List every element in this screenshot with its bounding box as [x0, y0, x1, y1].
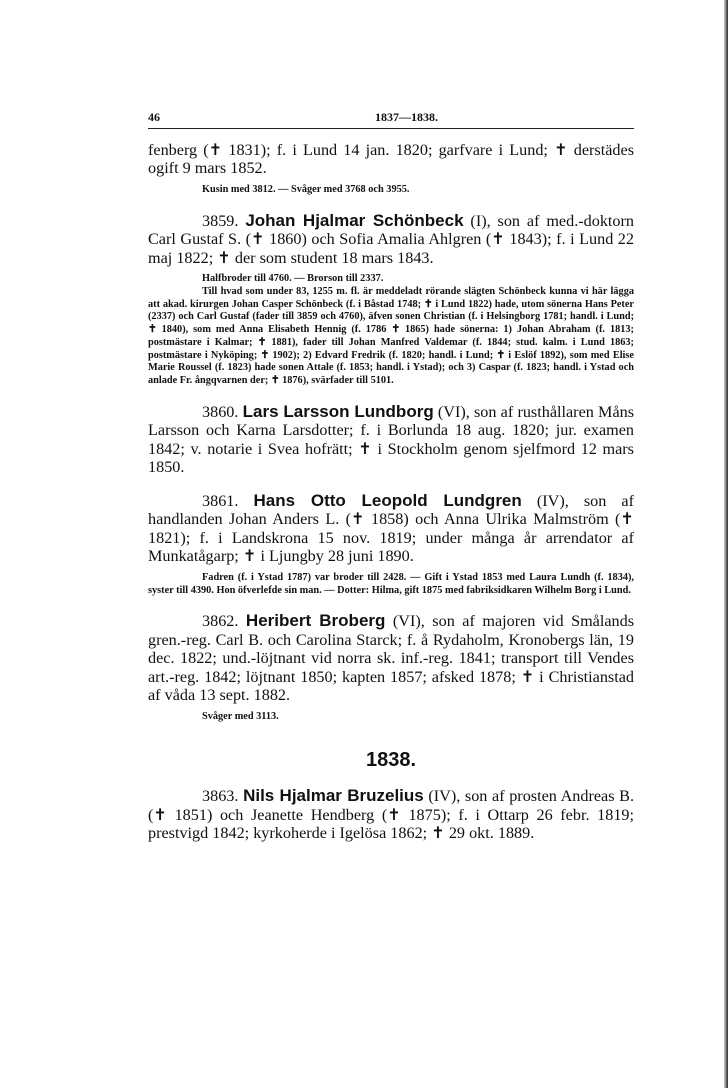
entry-text: (I), son af med.-doktorn Carl Gustaf S. (✝ 1860) och Sofia Amalia Ahlgren (✝ 1843); f. i Lund 22 maj 1822; ✝ der som student 18 mars 1843.	[148, 211, 635, 267]
entry-name: Hans Otto Leopold Lundgren	[253, 490, 522, 510]
entry-note: Till hvad som under 83, 1255 m. fl. är meddeladt rörande slägten Schönbeck kunna vi här lägga att akad. kirurgen Johan Casper Schönbeck (f. i Båstad 1748; ✝ i Lund 1822) hade, utom sönerna Hans Peter (2337) och Carl Gustaf (fader till 3859 och 4760), äfven sonen Christian (f. i Helsingborg 1781; handl. i Lund; ✝ 1840), som med Anna Elisabeth Hennig (f. 1786 ✝ 1865) hade sönerna: 1) Johan Abraham (f. 1813; postmästare i Kalmar; ✝ 1881), fader till Johan Manfred Valdemar (f. 1844; stud. kalm. i Lund 1863; postmästare i Nyköping; ✝ 1902); 2) Edvard Fredrik (f. 1820; handl. i Lund; ✝ i Eslöf 1892), som med Elise Marie Roussel (f. 1823) hade sonen Attale (f. 1853; handl. i Ystad); och 3) Caspar (f. 1823; handl. i Ystad och anlade Fr. ångqvarnen der; ✝ 1876), svärfader till 5101.	[148, 285, 634, 387]
entry-text: (VI), son af rusthållaren Måns Larsson och Karna Larsdotter; f. i Borlunda 18 aug. 1820; jur. examen 1842; v. notarie i Svea hofrätt; ✝ i Stockholm genom sjelfmord 12 mars 1850.	[148, 403, 635, 477]
entry-3860	[148, 402, 634, 477]
entry-number: 3860.	[202, 403, 239, 421]
entry-3862	[148, 611, 634, 704]
entry-number: 3863.	[202, 787, 239, 806]
entry-3861	[148, 491, 634, 566]
book-page	[148, 110, 634, 843]
year-range: 1837—1838.	[375, 110, 438, 124]
entry-note: Halfbroder till 4760. — Brorson till 2337.	[202, 273, 384, 285]
entry-3863	[148, 786, 634, 842]
continuation-text: fenberg (✝ 1831); f. i Lund 14 jan. 1820; garfvare i Lund; ✝ derstädes ogift 9 mars 1852.	[148, 141, 634, 178]
entry-name: Nils Hjalmar Bruzelius	[243, 786, 424, 806]
entry-name: Lars Larsson Lundborg	[242, 402, 434, 421]
entry-note: Svåger med 3113.	[202, 710, 279, 722]
entry-note: Fadren (f. i Ystad 1787) var broder till 2428. — Gift i Ystad 1853 med Laura Lundh (f. 1834), syster till 4390. Hon öfverlefde sin man. — Dotter: Hilma, gift 1875 med fabriksidkaren Wilhelm Borg i Lund.	[148, 571, 634, 596]
entry-text: (IV), son af handlanden Johan Anders L. (✝ 1858) och Anna Ulrika Malmström (✝ 1821); f. i Landskrona 15 nov. 1819; under många år arrendator af Munkatågarp; ✝ i Ljungby 28 juni 1890.	[148, 491, 635, 566]
entry-name: Johan Hjalmar Schönbeck	[245, 210, 464, 230]
entry-number: 3862.	[202, 612, 239, 631]
page-number: 46	[148, 110, 160, 124]
entry-text: (IV), son af prosten Andreas B. (✝ 1851) och Jeanette Hendberg (✝ 1875); f. i Ottarp 26 febr. 1819; prestvigd 1842; kyrkoherde i Igelösa 1862; ✝ 29 okt. 1889.	[148, 787, 635, 843]
entry-text: (VI), son af majoren vid Smålands gren.-reg. Carl B. och Carolina Starck; f. å Rydaholm, Kronobergs län, 19 dec. 1822; und.-löjtnant vid norra sk. inf.-reg. 1841; transport till Vendes art.-reg. 1842; löjtnant 1850; kapten 1857; afsked 1878; ✝ i Christianstad af våda 13 sept. 1882.	[148, 612, 635, 705]
entry-number: 3859.	[202, 211, 239, 230]
entry-name: Heribert Broberg	[245, 611, 386, 631]
continuation-note: Kusin med 3812. — Svåger med 3768 och 3955.	[202, 183, 410, 195]
year-heading: 1838.	[365, 749, 417, 772]
running-header	[148, 110, 634, 129]
entry-number: 3861.	[202, 491, 239, 510]
entry-3859	[148, 211, 634, 267]
page-edge	[724, 0, 728, 1088]
